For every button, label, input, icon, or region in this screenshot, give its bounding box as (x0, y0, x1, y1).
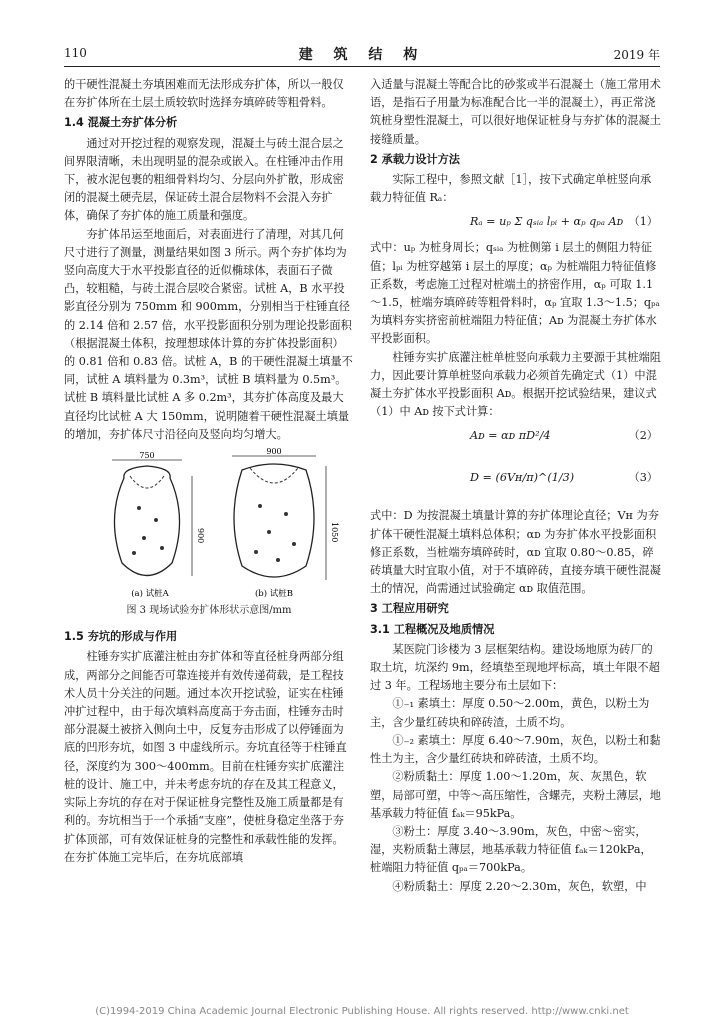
paragraph: 夯扩体吊运至地面后，对表面进行了清理，对其几何尺寸进行了测量，测量结果如图 3 所示。两个夯扩体均为竖向高度大于水平投影直径的近似椭球体，表面石子微凸，较粗糙，与砖土混合层咬合紧密。试桩 A，B 水平投影直径分别为 750mm 和 900mm，分别相当于柱锤直径的 2.14 倍和 2.57 倍，水平投影面积分别为理论投影面积（根据混凝土体积，按理想球体计算的夯扩体投影面积）的 0.81 倍和 0.83 倍。试桩 A，B 的干硬性混凝土填量不同，试桩 A 填料量为 0.3m³，试桩 B 填料量为 0.5m³。试桩 B 填料量比试桩 A 多 0.2m³，其夯扩体高度及最大直径均比试桩 A 大 150mm，说明随着干硬性混凝土填量的增加，夯扩体尺寸沿径向及竖向均匀增大。 (64, 227, 353, 441)
paragraph: 式中：D 为按混凝土填量计算的夯扩体理论直径；Vʜ 为夯扩体干硬性混凝土填料总体积；αᴅ 为夯扩体水平投影面积修正系数，当桩端夯填碎砖时，αᴅ 宜取 0.80～0.85，碎砖填量大时宜取小值，对于不填碎砖，直接夯填干硬性混凝土的情况，尚需通过试验确定 αᴅ 取值范围。 (370, 509, 661, 596)
soil-layer-item: ④粉质黏土：厚度 2.20～2.30m，灰色，软塑，中 (392, 879, 647, 893)
fig-b-cavity (250, 468, 298, 483)
paragraph: 入适量与混凝土等配合比的砂浆或半石混凝土（施工常用术语，是指石子用量为标准配合比一半的混凝土），再正常浇筑桩身塑性混凝土，可以很好地保证桩身与夯扩体的混凝土接缝质量。 (370, 78, 661, 146)
equation-2 (370, 423, 662, 463)
equation-1-formula: Rₐ = uₚ Σ qₛᵢₐ lₚᵢ + αₚ qₚₐ Aᴅ (470, 215, 624, 229)
fig-b-height-label: 1050 (330, 522, 339, 543)
paragraph: 的干硬性混凝土夯填困难而无法形成夯扩体，所以一般仅在夯扩体所在土层土质较软时选择夯填碎砖等粗骨料。 (64, 78, 344, 110)
figure-caption: 图 3 现场试验夯扩体形状示意图/mm (126, 605, 292, 617)
paragraph: 式中：uₚ 为桩身周长；qₛᵢₐ 为桩侧第 i 层土的侧阻力特征值；lₚᵢ 为桩穿越第 i 层土的厚度；αₚ 为桩端阻力特征值修正系数，考虑施工过程对桩端土的挤密作用，αₚ 可取 1.1～1.5，桩端夯填碎砖等粗骨料时，αₚ 宜取 1.3～1.5；qₚₐ 为填料夯实挤密前桩端阻力特征值；Aᴅ 为混凝土夯扩体水平投影面积。 (370, 241, 660, 346)
journal-year: 2019 年 (613, 48, 660, 62)
copyright-footer: (C)1994-2019 China Academic Journal Electronic Publishing House. All rights reserved. http://www.cnki.net (95, 1006, 629, 1017)
fig-a-width-label: 750 (139, 451, 155, 461)
fig-a-cavity (130, 476, 164, 488)
page-number: 110 (64, 46, 87, 60)
journal-title: 建 筑 结 构 (298, 47, 426, 63)
page-header (64, 44, 660, 67)
soil-layer-item: ③粉土：厚度 3.40～3.90m，灰色，中密～密实，湿，夹粉质黏土薄层，地基承载力特征值 fₐₖ＝120kPa，桩端阻力特征值 qₚₐ＝700kPa。 (370, 824, 652, 875)
equation-1-number: （1） (628, 215, 658, 229)
section-heading: 1.5 夯坑的形成与作用 (64, 630, 178, 644)
paragraph: 通过对开挖过程的观察发现，混凝土与砖土混合层之间界限清晰，未出现明显的混杂或嵌入。在柱锤冲击作用下，被水泥包裹的粗细骨料均匀、分层向外扩散，形成密闭的混凝土硬壳层，保证砖土混合层物料不会混入夯扩体，确保了夯扩体的施工质量和强度。 (64, 136, 344, 223)
paragraph: 某医院门诊楼为 3 层框架结构。建设场地原为砖厂的取土坑，坑深约 9m，经填垫至现地坪标高，填土年限不超过 3 年。工程场地主要分布土层如下： (370, 642, 660, 693)
paragraph: 柱锤夯实扩底灌注桩由夯扩体和等直径桩身两部分组成，两部分之间能否可靠连接并有效传递荷载，是工程技术人员十分关注的问题。通过本次开挖试验，证实在柱锤冲扩过程中，由于每次填料高度高于夯击面，柱锤夯击时部分混凝土被挤入侧向土中，反复夯击形成了以停锤面为底的凹形夯坑，如图 3 中虚线所示。夯坑直径等于柱锤直径，深度约为 300～400mm。目前在柱锤夯实扩底灌注桩的设计、施工中，并未考虑夯坑的存在及其工程意义，实际上夯坑的存在对于保证桩身完整性及施工质量都是有利的。夯坑相当于一个承插“支座”，使桩身稳定坐落于夯扩体顶部，可有效保证桩身的完整性和承载性能的发挥。在夯扩体施工完毕后，在夯坑底部填 (64, 650, 347, 864)
fig-b-caption: (b) 试桩B (254, 589, 294, 599)
equation-3-number: （3） (628, 471, 658, 485)
fig-a-caption: (a) 试桩A (131, 589, 169, 599)
soil-layer-item: ①₋₂ 素填土：厚度 6.40～7.90m，灰色，以粉土和黏性土为主，含少量红砖块和碎砖渣，土质不均。 (370, 733, 661, 766)
section-heading: 1.4 混凝土夯扩体分析 (64, 116, 178, 130)
equation-3 (370, 465, 662, 505)
figure-3 (64, 448, 354, 598)
fig-b-width-label: 900 (266, 448, 282, 457)
fig-b-outline (234, 464, 314, 577)
equation-1 (370, 209, 662, 237)
paragraph: 实际工程中，参照文献［1］，按下式确定单桩竖向承载力特征值 Rₐ： (370, 173, 652, 205)
section-heading: 3.1 工程概况及地质情况 (370, 622, 495, 636)
equation-2-formula: Aᴅ = αᴅ πD²/4 (470, 429, 551, 443)
paragraph: 柱锤夯实扩底灌注桩单桩竖向承载力主要源于其桩端阻力，因此要计算单桩竖向承载力必须首先确定式（1）中混凝土夯扩体水平投影面积 Aᴅ。根据开挖试验结果，建议式（1）中 Aᴅ 按下式计算： (370, 350, 661, 419)
section-heading: 3 工程应用研究 (370, 602, 449, 616)
equation-2-number: （2） (628, 429, 658, 443)
right-column (370, 76, 662, 896)
left-column (64, 76, 354, 867)
equation-3-formula: D = (6Vʜ/π)^(1/3) (470, 471, 575, 485)
fig-a-outline (114, 466, 179, 576)
fig-a-height-label: 900 (196, 528, 205, 544)
soil-layer-item: ①₋₁ 素填土：厚度 0.50～2.00m，黄色，以粉土为主，含少量红砖块和碎砖渣，土质不均。 (370, 697, 650, 729)
figure-3-drawing (64, 448, 354, 598)
soil-layer-item: ②粉质黏土：厚度 1.00～1.20m，灰、灰黑色，软塑，局部可塑，中等～高压缩性，含螺壳，夹粉土薄层，地基承载力特征值 fₐₖ＝95kPa。 (370, 770, 661, 820)
section-heading: 2 承载力设计方法 (370, 152, 460, 166)
